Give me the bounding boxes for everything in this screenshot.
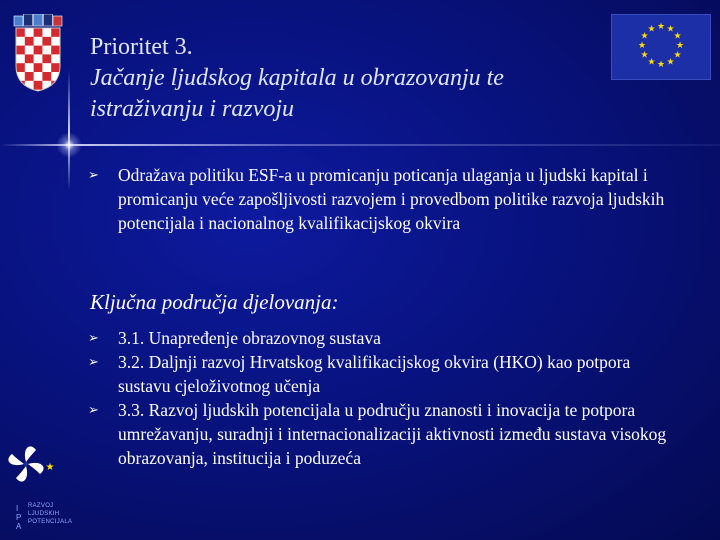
ipa-letter: A (16, 522, 22, 531)
title-line-subject: Jačanje ljudskog kapitala u obrazovanju te istraživanju i razvoju (90, 65, 504, 122)
arrow-bullet-icon: ➢ (88, 402, 99, 417)
ipa-letters (16, 504, 21, 531)
svg-text:★: ★ (640, 50, 649, 61)
svg-text:★: ★ (673, 50, 682, 61)
list-item (88, 350, 678, 398)
list-item (88, 398, 678, 470)
ipa-word: LJUDSKIH (28, 511, 60, 517)
ipa-letter: P (16, 513, 22, 522)
arrow-bullet-icon: ➢ (88, 330, 99, 345)
svg-text:★: ★ (666, 24, 675, 35)
arrow-bullet-icon: ➢ (88, 354, 99, 369)
intro-bullet-list (88, 163, 678, 235)
ipa-word: POTENCIJALA (28, 519, 73, 525)
svg-text:★: ★ (675, 41, 685, 51)
title-line-priority: Prioritet 3. (90, 34, 193, 60)
eu-flag-logo (611, 14, 711, 80)
svg-text:★: ★ (647, 57, 656, 68)
svg-text:★: ★ (640, 31, 649, 42)
eu-stars-circle-icon (612, 15, 710, 79)
list-item (88, 163, 678, 235)
key-areas-heading: Ključna područja djelovanja: (90, 290, 339, 314)
svg-text:★: ★ (673, 31, 682, 42)
key-areas-list (88, 326, 678, 470)
arrow-bullet-icon: ➢ (88, 167, 99, 182)
svg-text:★: ★ (45, 462, 55, 473)
list-item (88, 326, 678, 350)
area-text: 3.3. Razvoj ljudskih potencijala u području znanosti i inovacija te potpora umrežavanju, suradnji i internacionalizaciji aktivnosti između sustava visokog obrazovanja, institucija i poduzeća (118, 400, 667, 468)
svg-text:★: ★ (666, 57, 675, 68)
croatian-coat-of-arms-logo (12, 14, 64, 92)
intro-bullet-text: Odražava politiku ESF-a u promicanju poticanja ulaganja u ljudski kapital i promicanju veće zapošljivosti razvojem i provedbom politike razvoja ljudskih potencijala i nacionalnog kvalifikacijskog okvira (118, 165, 665, 233)
area-text: 3.2. Daljnji razvoj Hrvatskog kvalifikacijskog okvira (HKO) kao potpora sustavu cjeloživotnog učenja (118, 352, 631, 396)
svg-text:★: ★ (656, 22, 666, 32)
svg-text:★: ★ (647, 24, 656, 35)
slide-title (90, 32, 610, 125)
ipa-word: RAZVOJ (28, 503, 54, 509)
svg-text:★: ★ (656, 60, 666, 70)
sparkle-decoration (54, 130, 84, 160)
ipa-letter: I (16, 504, 19, 513)
horizontal-divider-line (0, 144, 720, 146)
svg-text:★: ★ (637, 41, 647, 51)
ipa-caption (28, 502, 72, 526)
area-text: 3.1. Unapređenje obrazovnog sustava (118, 328, 381, 348)
